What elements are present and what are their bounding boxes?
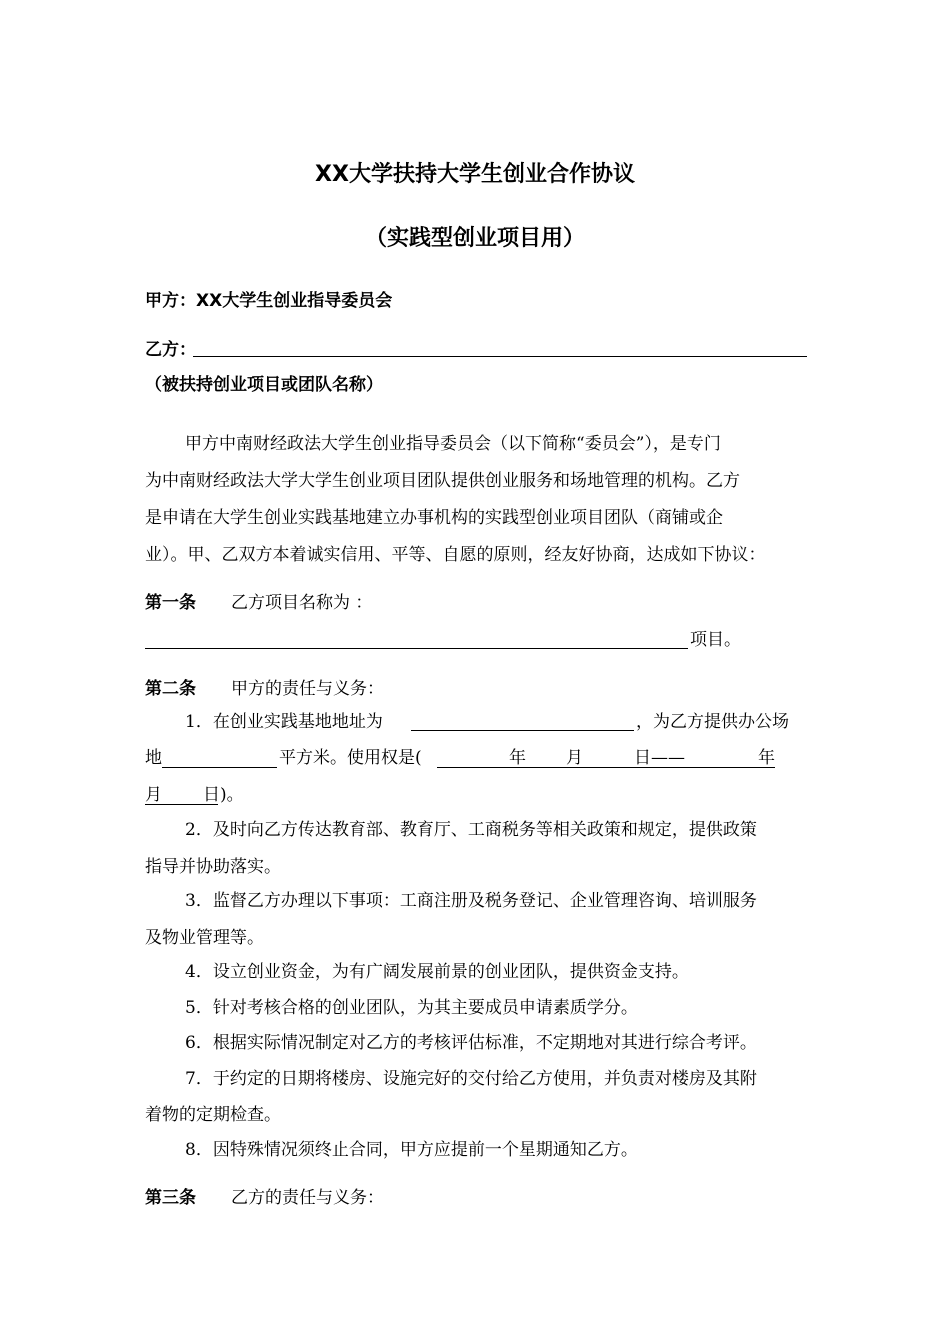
article2-item1-b: ，为乙方提供办公场: [636, 712, 789, 732]
intro-line-4: 业）。甲、乙双方本着诚实信用、平等、自愿的原则，经友好协商，达成如下协议：: [145, 545, 766, 565]
intro-line-2: 为中南财经政法大学大学生创业项目团队提供创业服务和场地管理的机构。乙方: [145, 471, 740, 491]
date-day-2: 日)。: [203, 785, 244, 805]
article2-item3-b: 及物业管理等。: [145, 928, 264, 948]
date-year-1: 年: [509, 748, 526, 768]
article2-item3-a: 3．监督乙方办理以下事项：工商注册及税务登记、企业管理咨询、培训服务: [185, 891, 757, 911]
article2-item1-c: 地: [145, 748, 162, 768]
document-title: XX大学扶持大学生创业合作协议: [315, 162, 635, 187]
party-b-label: 乙方：: [145, 340, 196, 360]
intro-line-3: 是申请在大学生创业实践基地建立办事机构的实践型创业项目团队（商铺或企: [145, 508, 723, 528]
article2-item8: 8．因特殊情况须终止合同，甲方应提前一个星期通知乙方。: [185, 1140, 638, 1160]
article1-suffix: 项目。: [690, 630, 741, 650]
article2-text: 甲方的责任与义务：: [231, 679, 384, 699]
article2-item6: 6．根据实际情况制定对乙方的考核评估标准，不定期地对其进行综合考评。: [185, 1033, 757, 1053]
article2-item5: 5．针对考核合格的创业团队，为其主要成员申请素质学分。: [185, 998, 638, 1018]
article2-item7-a: 7．于约定的日期将楼房、设施完好的交付给乙方使用，并负责对楼房及其附: [185, 1069, 757, 1089]
party-a: 甲方：XX大学生创业指导委员会: [145, 291, 393, 311]
period-blank: [437, 767, 775, 768]
address-blank: [411, 730, 634, 731]
article3-heading: 第三条: [145, 1188, 196, 1208]
article2-heading: 第二条: [145, 679, 196, 699]
date-month-1: 月: [566, 748, 583, 768]
date-year-2: 年: [758, 748, 775, 768]
document-subtitle: （实践型创业项目用）: [364, 226, 585, 251]
intro-line-1: 甲方中南财经政法大学生创业指导委员会（以下简称“委员会”），是专门: [185, 434, 721, 454]
article2-item7-b: 着物的定期检查。: [145, 1105, 281, 1125]
article2-item1-d: 平方米。使用权是(: [279, 748, 422, 768]
article2-item4: 4．设立创业资金，为有广阔发展前景的创业团队，提供资金支持。: [185, 962, 689, 982]
area-blank: [162, 767, 277, 768]
article2-item2-b: 指导并协助落实。: [145, 857, 281, 877]
party-b-blank: [193, 356, 807, 357]
date-month-2: 月: [145, 785, 162, 805]
party-b-note: （被扶持创业项目或团队名称）: [145, 375, 383, 395]
article3-text: 乙方的责任与义务：: [231, 1188, 384, 1208]
article1-heading: 第一条: [145, 593, 196, 613]
article2-item2-a: 2．及时向乙方传达教育部、教育厅、工商税务等相关政策和规定，提供政策: [185, 820, 757, 840]
date-day-1: 日——: [634, 748, 685, 768]
project-name-blank: [145, 648, 688, 649]
article1-text: 乙方项目名称为 ：: [231, 593, 373, 613]
article2-item1-a: 1．在创业实践基地地址为: [185, 712, 383, 732]
